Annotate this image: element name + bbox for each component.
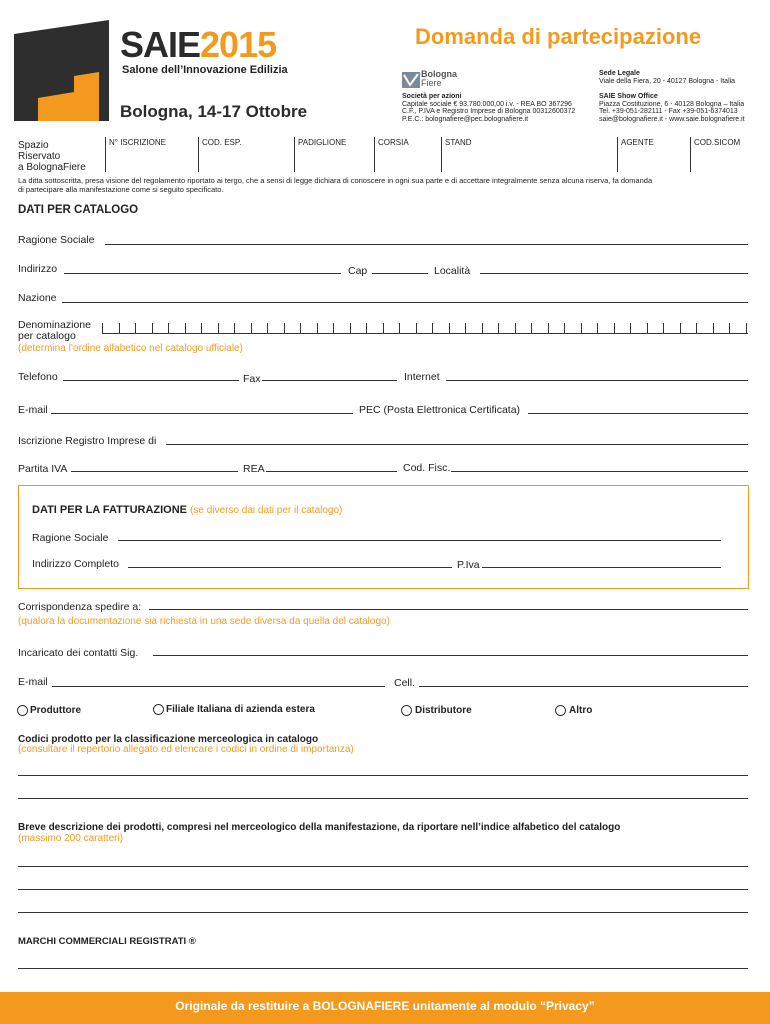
field-partita-iva[interactable] — [71, 471, 238, 472]
comb-tick — [729, 323, 730, 334]
comb-tick — [564, 323, 565, 334]
field-cod-fisc[interactable] — [451, 471, 748, 472]
field-registro[interactable] — [166, 444, 748, 445]
label-produttore: Produttore — [30, 705, 82, 716]
company-info: Società per azioni Capitale sociale € 93.780.000,00 i.v. - REA BO 367296 C.F., P.IVA e Registro Imprese di Bologna 00312600372 P.E.C.: bolognafiere@pec.bolognafiere.it — [402, 93, 576, 123]
comb-tick — [713, 323, 714, 334]
comb-tick — [251, 323, 252, 334]
billing-section-title: DATI PER LA FATTURAZIONE (se diverso dai dati per il catalogo) — [32, 504, 343, 516]
field-description-line-2[interactable] — [18, 889, 748, 890]
label-billing-indirizzo: Indirizzo Completo — [32, 558, 119, 570]
field-description-line-3[interactable] — [18, 912, 748, 913]
billing-box — [18, 485, 749, 589]
field-nazione[interactable] — [62, 302, 748, 303]
field-billing-indirizzo[interactable] — [128, 567, 452, 568]
brand-logo: SAIE2015 — [120, 24, 277, 65]
field-telefono[interactable] — [63, 380, 239, 381]
comb-tick — [317, 323, 318, 334]
description-note: (massimo 200 caratteri) — [18, 833, 124, 844]
comb-tick — [383, 323, 384, 334]
footer-text: Originale da restituire a BOLOGNAFIERE unitamente al modulo “Privacy” — [175, 999, 595, 1013]
label-corrispondenza: Corrispondenza spedire a: — [18, 601, 142, 613]
comb-tick — [614, 323, 615, 334]
brand-subtitle: Salone dell’Innovazione Edilizia — [122, 64, 288, 76]
field-rea[interactable] — [266, 471, 397, 472]
codes-note: (consultare il repertorio allegato ed elencare i codici in ordine di importanza) — [18, 744, 354, 755]
field-codes-line-1[interactable] — [18, 775, 748, 776]
comb-tick — [201, 323, 202, 334]
reserved-col-padiglione: PADIGLIONE — [298, 138, 347, 147]
event-dates: Bologna, 14-17 Ottobre — [120, 102, 308, 121]
radio-filiale[interactable] — [153, 704, 164, 715]
field-cap[interactable] — [372, 273, 428, 274]
show-office-info: SAIE Show Office Piazza Costituzione, 6 - 40128 Bologna – Italia Tel. +39-051-282111 - Fax +39-051-6374013 saie@bolognafiere.it - www.saie.bolognafiere.it — [599, 93, 745, 123]
comb-tick — [300, 323, 301, 334]
field-corrispondenza[interactable] — [149, 609, 748, 610]
comb-tick — [465, 323, 466, 334]
field-cell[interactable] — [419, 686, 748, 687]
field-description-line-1[interactable] — [18, 866, 748, 867]
comb-tick — [218, 323, 219, 334]
field-indirizzo[interactable] — [64, 273, 341, 274]
comb-tick — [696, 323, 697, 334]
radio-distributore[interactable] — [401, 705, 412, 716]
footer-bar — [0, 992, 770, 1024]
label-localita: Località — [434, 265, 471, 277]
comb-tick — [135, 323, 136, 334]
label-rea: REA — [243, 463, 265, 475]
denominazione-note: (determina l’ordine alfabetico nel catalogo ufficiale) — [18, 343, 243, 354]
label-denominazione: Denominazione per catalogo — [18, 319, 91, 342]
label-registro: Iscrizione Registro Imprese di — [18, 435, 157, 447]
comb-tick — [152, 323, 153, 334]
corrispondenza-note: (qualora la documentazione sia richiesta in una sede diversa da quella del catalogo) — [18, 616, 390, 627]
comb-tick — [168, 323, 169, 334]
label-billing-ragione: Ragione Sociale — [32, 532, 109, 544]
declaration-text: La ditta sottoscritta, presa visione del regolamento riportato ai tergo, che a sensi di legge dichiara di conoscere in ogni sua parte e di accettare integralmente senza alcuna riserva, fa domanda di partecipare alla manifestazione come si seguito specificato. — [18, 176, 653, 194]
comb-tick — [597, 323, 598, 334]
label-pec: PEC (Posta Elettronica Certificata) — [359, 404, 521, 416]
sede-legale: Sede Legale Viale della Fiera, 20 - 40127 Bologna - Italia — [599, 70, 736, 85]
label-billing-piva: P.Iva — [457, 559, 480, 571]
comb-tick — [548, 323, 549, 334]
codes-title: Codici prodotto per la classificazione merceologica in catalogo — [18, 734, 319, 745]
label-indirizzo: Indirizzo — [18, 263, 58, 275]
radio-produttore[interactable] — [17, 705, 28, 716]
field-pec[interactable] — [528, 413, 748, 414]
label-cap: Cap — [348, 265, 368, 277]
field-ragione-sociale[interactable] — [105, 244, 748, 245]
comb-tick — [399, 323, 400, 334]
label-partita-iva: Partita IVA — [18, 463, 68, 475]
comb-tick — [366, 323, 367, 334]
reserved-col-cod-esp: COD. ESP. — [202, 138, 242, 147]
label-ragione-sociale: Ragione Sociale — [18, 234, 95, 246]
comb-tick — [185, 323, 186, 334]
comb-tick — [267, 323, 268, 334]
label-internet: Internet — [404, 371, 440, 383]
label-telefono: Telefono — [18, 371, 58, 383]
saie-logo-mark — [14, 20, 110, 122]
radio-altro[interactable] — [555, 705, 566, 716]
label-filiale: Filiale Italiana di azienda estera — [166, 704, 315, 715]
description-title: Breve descrizione dei prodotti, compresi nel merceologico della manifestazione, da riportare nell’indice alfabetico del catalogo — [18, 822, 621, 833]
comb-tick — [482, 323, 483, 334]
label-nazione: Nazione — [18, 292, 57, 304]
comb-tick — [663, 323, 664, 334]
comb-tick — [581, 323, 582, 334]
form-title: Domanda di partecipazione — [415, 24, 702, 49]
reserved-col-agente: AGENTE — [621, 138, 654, 147]
comb-tick — [515, 323, 516, 334]
comb-tick — [746, 323, 747, 334]
comb-tick — [432, 323, 433, 334]
field-corr-email[interactable] — [52, 686, 385, 687]
comb-tick — [102, 323, 103, 334]
field-marchi[interactable] — [18, 968, 748, 969]
label-cell: Cell. — [394, 677, 416, 689]
label-fax: Fax — [243, 373, 261, 385]
label-distributore: Distributore — [415, 705, 472, 716]
marchi-title: MARCHI COMMERCIALI REGISTRATI ® — [18, 936, 196, 947]
comb-tick — [333, 323, 334, 334]
comb-tick — [119, 323, 120, 334]
field-billing-piva[interactable] — [482, 567, 721, 568]
reserved-col-stand: STAND — [445, 138, 472, 147]
catalog-section-title: DATI PER CATALOGO — [18, 204, 139, 216]
reserved-label: Spazio Riservato a BolognaFiere — [18, 140, 86, 173]
field-email[interactable] — [51, 413, 353, 414]
label-corr-email: E-mail — [18, 676, 48, 688]
comb-tick — [680, 323, 681, 334]
field-billing-ragione[interactable] — [118, 540, 721, 541]
comb-tick — [234, 323, 235, 334]
comb-tick — [498, 323, 499, 334]
comb-tick — [284, 323, 285, 334]
reserved-col-iscrizione: N° ISCRIZIONE — [109, 138, 166, 147]
comb-tick — [647, 323, 648, 334]
comb-tick — [449, 323, 450, 334]
field-localita[interactable] — [480, 273, 748, 274]
label-email: E-mail — [18, 404, 48, 416]
comb-tick — [350, 323, 351, 334]
field-codes-line-2[interactable] — [18, 798, 748, 799]
label-cod-fisc: Cod. Fisc. — [403, 462, 451, 474]
comb-tick — [531, 323, 532, 334]
field-internet[interactable] — [446, 380, 748, 381]
comb-tick — [630, 323, 631, 334]
field-denominazione-comb[interactable] — [102, 333, 748, 334]
reserved-col-cod-sicom: COD.SICOM — [694, 138, 741, 147]
label-altro: Altro — [569, 705, 593, 716]
field-incaricato[interactable] — [153, 655, 748, 656]
comb-tick — [416, 323, 417, 334]
field-fax[interactable] — [262, 380, 397, 381]
reserved-col-corsia: CORSIA — [378, 138, 409, 147]
label-incaricato: Incaricato dei contatti Sig. — [18, 647, 139, 659]
bolognafiere-icon — [402, 72, 420, 88]
